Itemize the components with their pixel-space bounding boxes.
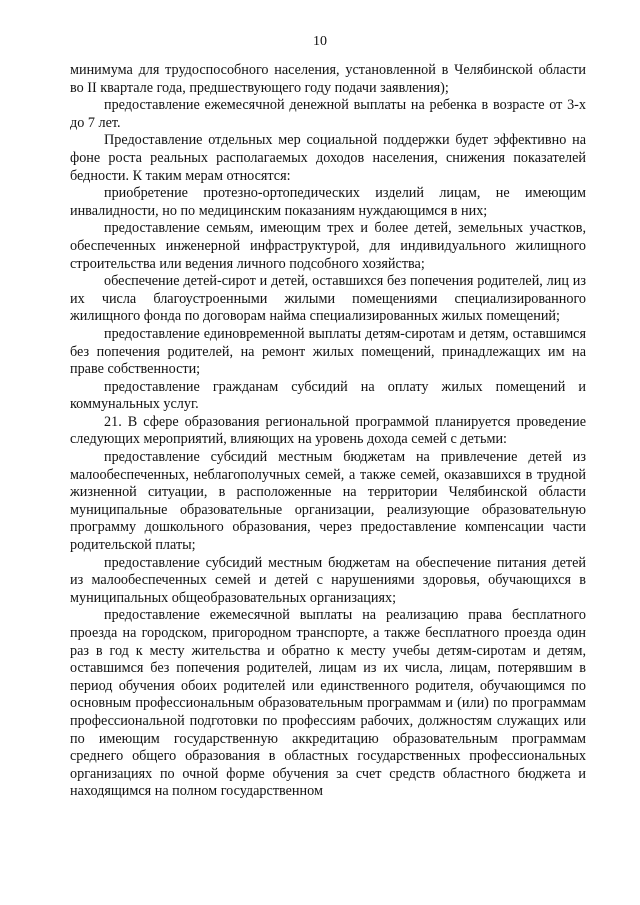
paragraph-social-support-intro: Предоставление отдельных мер социальной поддержки будет эффективно на фоне роста реальных располагаемых доходов населения, снижения показателей бедности. К таким мерам относятся: xyxy=(70,132,586,184)
paragraph-monthly-payment-child: предоставление ежемесячной денежной выплаты на ребенка в возрасте от 3-х до 7 лет. xyxy=(70,97,586,131)
paragraph-school-meals: предоставление субсидий местным бюджетам на обеспечение питания детей из малообеспеченных семей и детей с нарушениями здоровья, обучающихся в муниципальных общеобразовательных организациях; xyxy=(70,554,586,606)
paragraph-land-plots: предоставление семьям, имеющим трех и более детей, земельных участков, обеспеченных инженерной инфраструктурой, для индивидуального жилищного строительства или ведения личного подсобного хозяйства; xyxy=(70,220,586,272)
paragraph-continuation: минимума для трудоспособного населения, установленной в Челябинской области во II квартале года, предшествующего году подачи заявления); xyxy=(70,62,586,96)
paragraph-free-travel: предоставление ежемесячной выплаты на реализацию права бесплатного проезда на городском, пригородном транспорте, а также бесплатного проезда один раз в год к месту жительства и обратно к месту учебы детям-сиротам и детям, оставшимся без попечения родителей, лицам из их числа, лицам, потерявшим в период обучения обоих родителей или единственного родителя, обучающимся по основным профессиональным образовательным программам и (или) по программам профессиональной подготовки по профессиям рабочих, должностям служащих или по имеющим государственную аккредитацию образовательным программам среднего общего образования в областных государственных профессиональных организациях по очной форме обучения за счет средств областного бюджета и находящимся на полном государственном xyxy=(70,607,586,800)
paragraph-housing-subsidies: предоставление гражданам субсидий на оплату жилых помещений и коммунальных услуг. xyxy=(70,378,586,413)
paragraph-preschool-subsidies: предоставление субсидий местным бюджетам на привлечение детей из малообеспеченных, неблагополучных семей, а также семей, оказавшихся в трудной жизненной ситуации, в расположенные на территории Челябинской области муниципальные образовательные организации, реализующие образовательную программу дошкольного образования, через предоставление компенсации части родительской платы; xyxy=(70,449,586,554)
paragraph-orphan-repair-payment: предоставление единовременной выплаты детям-сиротам и детям, оставшимся без попечения родителей, на ремонт жилых помещений, принадлежащих им на праве собственности; xyxy=(70,325,586,378)
paragraph-prosthetics: приобретение протезно-ортопедических изделий лицам, не имеющим инвалидности, но по медицинским показаниям нуждающимся в них; xyxy=(70,185,586,219)
paragraph-section-21-education: 21. В сфере образования региональной программой планируется проведение следующих мероприятий, влияющих на уровень дохода семей с детьми: xyxy=(70,413,586,448)
document-body xyxy=(70,62,586,801)
page-number: 10 xyxy=(313,34,327,49)
paragraph-orphan-housing: обеспечение детей-сирот и детей, оставшихся без попечения родителей, лиц из их числа благоустроенными жилыми помещениями специализированного жилищного фонда по договорам найма специализированных жилых помещений; xyxy=(70,273,586,325)
